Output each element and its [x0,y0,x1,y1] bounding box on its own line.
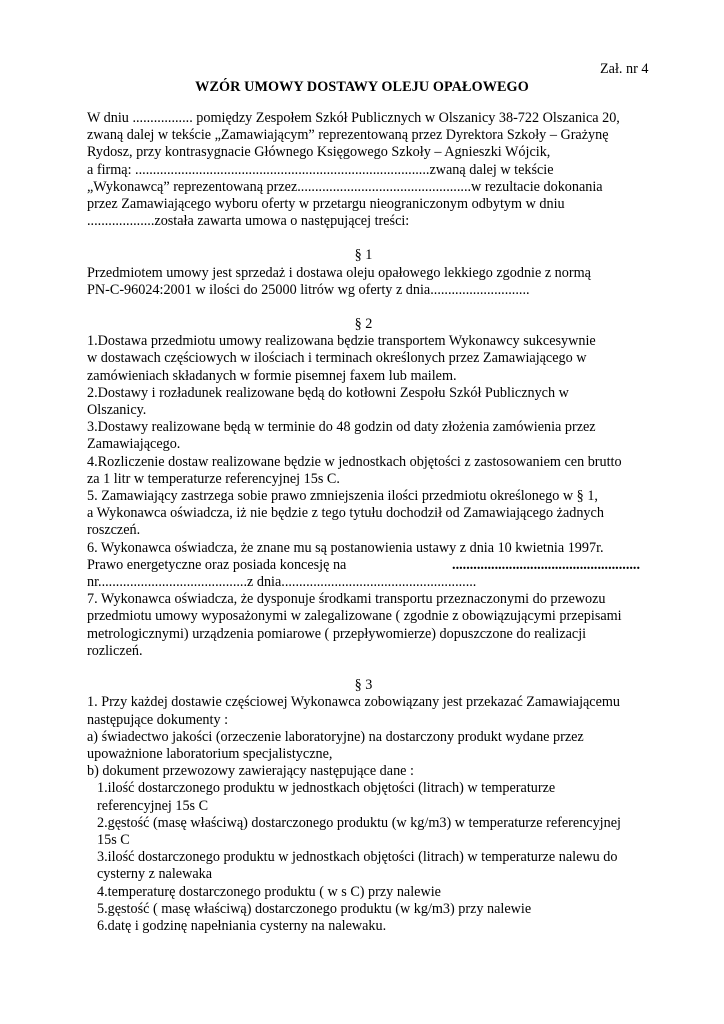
section-2-line: Olszanicy. [87,402,147,419]
section-1-line: Przedmiotem umowy jest sprzedaż i dostawa oleju opałowego lekkiego zgodnie z normą [87,264,591,281]
document-body [87,110,640,935]
intro-line: „Wykonawcą” reprezentowaną przez.................................................w rezultacie dokonania [87,178,603,195]
section-3-line: a) świadectwo jakości (orzeczenie laboratoryjne) na dostarczony produkt wydane przez [87,728,584,745]
section-2-line: 2.Dostawy i rozładunek realizowane będą do kotłowni Zespołu Szkół Publicznych w [87,384,569,401]
intro-line: przez Zamawiającego wyboru oferty w przetargu nieograniczonym odbytym w dniu [87,196,565,213]
section-2-line: nr..........................................z dnia....................................................... [87,574,477,591]
section-3-line: 1. Przy każdej dostawie częściowej Wykonawca zobowiązany jest przekazać Zamawiającemu [87,694,621,711]
section-1-line: PN-C-96024:2001 w ilości do 25000 litrów wg oferty z dnia............................ [87,281,530,298]
intro-line: a firmą: ...................................................................................zwaną dalej w tekście [87,161,554,178]
list-item: referencyjnej 15s C [97,797,209,814]
list-item: 6.datę i godzinę napełniania cysterny na nalewaku. [97,917,387,934]
section-3-heading: § 3 [354,677,373,694]
list-item: 15s C [97,831,130,848]
concession-text: Prawo energetyczne oraz posiada koncesję na [87,556,347,573]
section-1-heading: § 1 [354,247,373,264]
intro-line: W dniu ................. pomiędzy Zespołem Szkół Publicznych w Olszanicy 38-722 Olszanica 20, [87,110,620,126]
intro-line: ...................została zawarta umowa o następującej treści: [87,213,410,230]
section-2-line: w dostawach częściowych w ilościach i terminach określonych przez Zamawiającego w [87,350,587,367]
section-3-line: upoważnione laboratorium specjalistyczne, [87,745,333,762]
section-2-line: przedmiotu umowy wyposażonymi w zalegalizowane ( zgodnie z obowiązującymi przepisami [87,608,622,625]
list-item: 4.temperaturę dostarczonego produktu ( w s C) przy nalewie [97,883,441,900]
intro-line: zwaną dalej w tekście „Zamawiającym” reprezentowaną przez Dyrektora Szkoły – Grażynę [87,127,609,144]
section-2-line: roszczeń. [87,522,141,539]
section-2-line: 6. Wykonawca oświadcza, że znane mu są postanowienia ustawy z dnia 10 kwietnia 1997r. [87,539,604,556]
section-2-line: za 1 litr w temperaturze referencyjnej 15s C. [87,470,340,487]
section-2-line: 5. Zamawiający zastrzega sobie prawo zmniejszenia ilości przedmiotu określonego w § 1, [87,488,598,505]
section-3-line: następujące dokumenty : [87,711,229,728]
section-2-line: metrologicznymi) urządzenia pomiarowe ( przepływomierze) dopuszczone do realizacji [87,625,587,642]
intro-line: Rydosz, przy kontrasygnacie Głównego Księgowego Szkoły – Agnieszki Wójcik, [87,144,551,161]
section-2-line: 1.Dostawa przedmiotu umowy realizowana będzie transportem Wykonawcy sukcesywnie [87,333,596,350]
section-2-line: 7. Wykonawca oświadcza, że dysponuje środkami transportu przeznaczonymi do przewozu [87,591,606,608]
section-2-line-concession [87,557,640,574]
section-3-line: b) dokument przewozowy zawierający następujące dane : [87,763,414,780]
concession-blank: ..................................................... [452,556,640,573]
section-2-line: 4.Rozliczenie dostaw realizowane będzie w jednostkach objętości z zastosowaniem cen brutto [87,453,622,470]
list-item: 3.ilość dostarczonego produktu w jednostkach objętości (litrach) w temperaturze nalewu do [97,849,618,866]
list-item: 1.ilość dostarczonego produktu w jednostkach objętości (litrach) w temperaturze [97,780,556,797]
waybill-items-list [87,780,640,935]
section-2-heading: § 2 [354,316,373,333]
section-2-line: a Wykonawca oświadcza, iż nie będzie z tego tytułu dochodził od Zamawiającego żadnych [87,505,604,522]
annex-number: Zał. nr 4 [600,61,649,77]
section-2-line: Zamawiającego. [87,436,181,453]
list-item: 5.gęstość ( masę właściwą) dostarczonego produktu (w kg/m3) przy nalewie [97,900,532,917]
list-item: cysterny z nalewaka [97,866,213,883]
document-title: WZÓR UMOWY DOSTAWY OLEJU OPAŁOWEGO [195,79,529,95]
section-2-line: 3.Dostawy realizowane będą w terminie do 48 godzin od daty złożenia zamówienia przez [87,419,596,436]
section-2-line: zamówieniach składanych w formie pisemnej faxem lub mailem. [87,367,457,384]
list-item: 2.gęstość (masę właściwą) dostarczonego produktu (w kg/m3) w temperaturze referencyjnej [97,814,621,831]
intro-paragraph [87,110,640,230]
section-2-line: rozliczeń. [87,642,143,659]
